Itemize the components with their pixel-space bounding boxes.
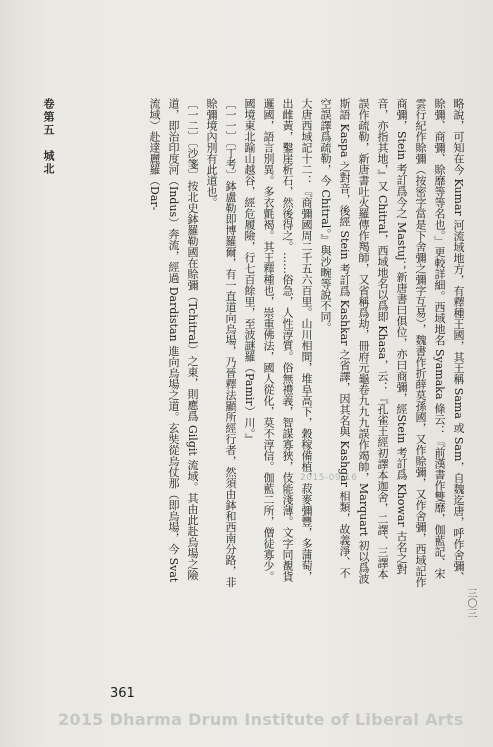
running-title: 卷第五 城北: [42, 98, 55, 176]
page-number-chinese: 三〇三: [465, 588, 476, 618]
commentary-text: [98, 98, 468, 588]
note-entry: 〔一一〕〔丁考〕鉢盧勒即博羅爾，有一直道向烏場，乃晉釋法顯所經行者，然須由鉢和西南分路，非賒彌境內別有此道也。: [205, 98, 237, 588]
date-watermark: 2015-09-16: [300, 473, 358, 483]
note-entry: 〔一二〕〔沙箋〕按北史鉢羅勒國在賒彌（Tchitral）之東，則應爲 Gilgit 流域。其由此赴烏場之險道，即治印度河（Indus）奔流，經過 Dardistan 進向烏場之道。玄奘從烏仗那（即烏場，今 Svat 流域）赴達麗羅（Dar-: [148, 98, 199, 583]
paragraph: 略說，可知在今 Kumar 河流域地方，有釋種王國，其王稱 Sama 或 Sam，自魏迄唐，呼作舍彌、賒彌、商彌、賒靡等等名也。」更較詳細。西域地名 Syamaka 條云：『前漢書作雙靡，伽藍記、宋雲行紀作賒彌（按密字當是下舍彌之彌字互易），魏書作折薛莫孫國，又作賒彌，又作舍彌，西域記作商彌，Stein 考訂爲今之 Mastuj；新唐書曰俱位，亦曰商彌，經Stein 考訂爲 Khowar 古名之對音，亦指其地，』又 Chitral，西域地名以爲即 Khasa，云：『孔雀王經初譯本迦舍，二譯、三譯本誤作疏勒，新唐書吐火羅傳作羯師，又省稱爲劫，冊府元龜卷九九九誤作竭帥，Marquart 初以爲波斯語 Kaspa 之對音，後經 Stein 考訂爲 Kashkar 之省譯，因其名與 Kashgar 相類，故義淨、不空誤譯爲疏勒，今 Chitral。』與沙畹等說不同。: [319, 98, 465, 588]
institution-watermark: 2015 Dharma Drum Institute of Liberal Arts: [58, 710, 464, 729]
page-number: 361: [110, 686, 135, 701]
paragraph: 大唐西域記十二：『商彌國周二千五六百里。山川相間，堆阜高下，穀稼備植，菽麥彌豐，多蒲萄，出雌黃，鑿崖析石，然後得之。……俗急，人性淳質。俗無禮義，智謀寡狹，伎能淺薄。文字同覩貨邏國，語言別異。多衣氈褐。其王釋種也，崇重佛法，國人從化，莫不淳信。伽藍二所，僧徒寡少。國境東北踰山越谷，經危履險，行七百餘里，至波謎羅（Pamir）川。』: [243, 98, 313, 582]
